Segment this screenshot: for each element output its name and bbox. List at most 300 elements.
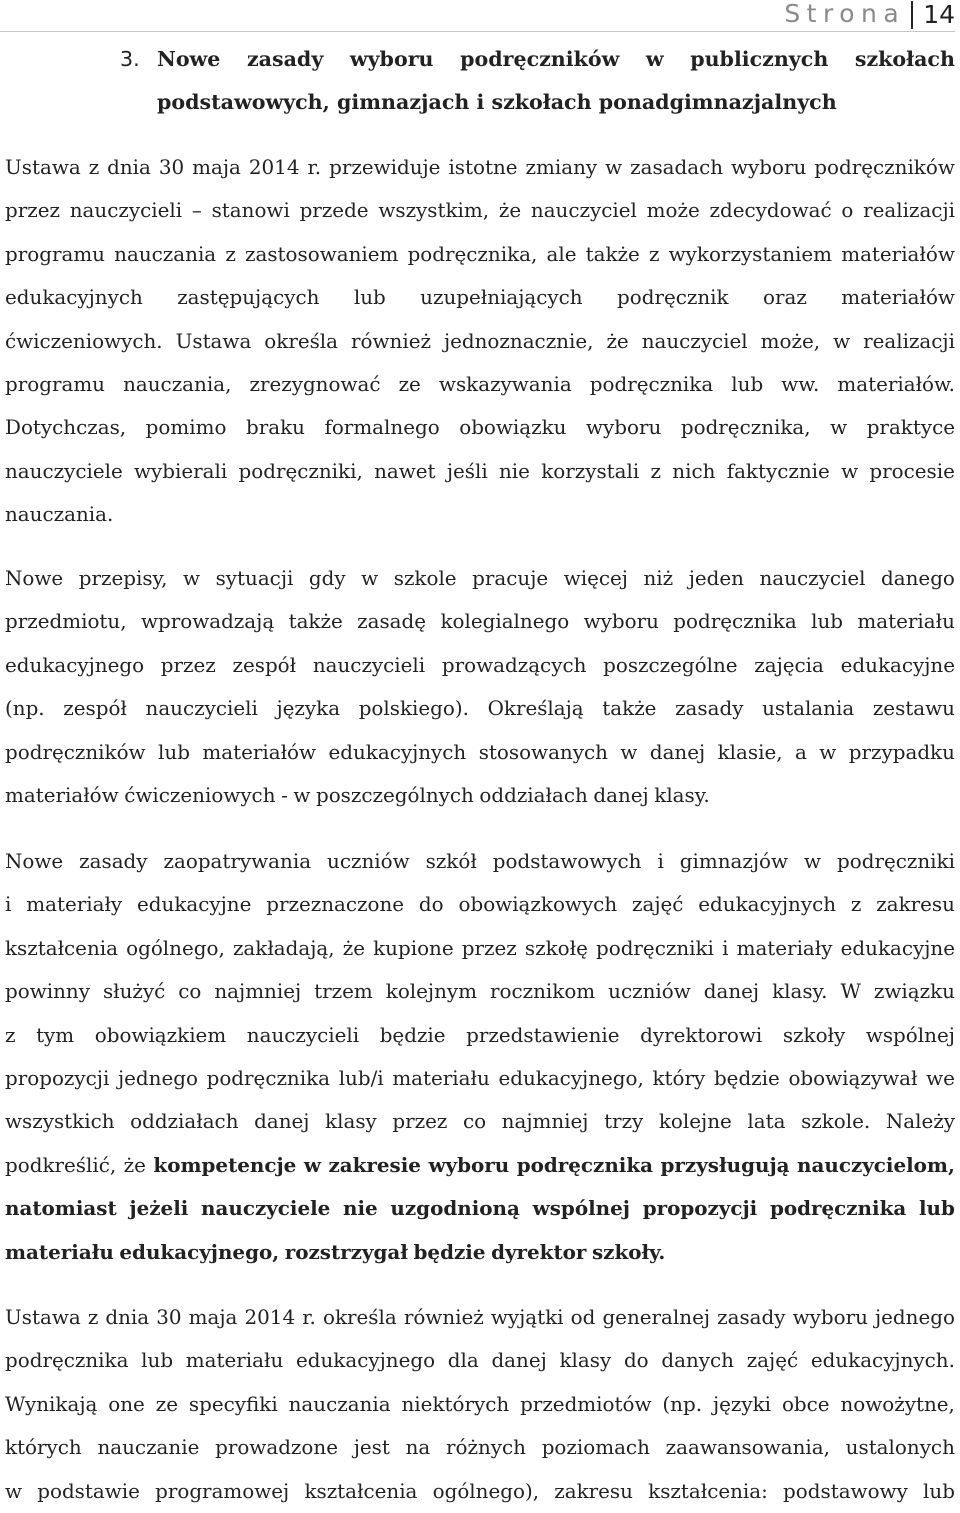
word: w [303,1152,321,1177]
word: przepisy, [78,567,168,590]
word: realizacji [863,199,955,223]
word: zasady [246,47,324,71]
word: materiałów [5,783,119,807]
word: ww. [781,372,820,396]
word: zajęć [746,1349,799,1373]
text-line [5,774,955,817]
word: ustalonych [845,1436,955,1460]
word: poszczególnych [315,783,474,807]
word: podręcznika [673,610,797,634]
word: podręczniki, [238,459,363,483]
word: nauczycieli [312,653,426,677]
word: nauczanie [97,1436,200,1460]
word: powinny [5,980,90,1004]
word: klasy. [654,783,710,807]
word: pracuje [472,567,549,590]
word: również [403,1306,484,1329]
word: uczniów [327,850,410,873]
word: podkreślić, [5,1153,117,1177]
word: że [342,936,365,960]
word: w [620,740,638,764]
page-number: 14 [911,1,955,29]
word: edukacyjnego, [119,1239,280,1264]
paragraph-1 [5,146,955,537]
text-line [5,687,955,730]
word: podręcznika [206,1066,331,1090]
word: do [623,1349,649,1373]
word: jeżeli [129,1196,189,1221]
word: zestawu [872,697,955,721]
word: kolejnym [385,980,478,1004]
word: Ustawa [5,1306,81,1329]
word: wykorzystaniem [668,242,833,266]
word: który [652,1066,706,1090]
word: ćwiczeniowych [124,783,276,807]
word: 30 [158,156,185,179]
word: ogólnego, [126,936,225,960]
word: szkoły. [591,1239,666,1264]
word: nauczycielom, [797,1152,955,1177]
word: w [830,416,848,440]
word: danych [661,1349,734,1373]
word: gdy [308,567,346,590]
word: niż [643,567,674,590]
word: wyboru [731,156,807,179]
word: stosowanych [478,740,608,764]
word: kolegialnego [440,610,570,634]
word: zasady [79,850,148,873]
word: jeden [688,567,744,590]
word: r. [307,156,322,179]
word: również [351,329,431,353]
word: co [462,1110,487,1134]
word: Nowe [157,47,221,71]
word: zajęcia [754,653,824,677]
word: podręcznika, [680,416,811,440]
word: podręczników [5,740,146,764]
word: – [191,199,202,223]
word: ze [398,372,421,396]
text-line [5,840,955,883]
word: lub [141,1349,174,1373]
word: będzie [713,1066,780,1090]
text-line [5,320,955,363]
text-line [5,1100,955,1143]
word: prowadzących [441,653,587,677]
word: lub/i [338,1066,384,1090]
word: wyboru [583,610,659,634]
word: podręcznika [589,372,714,396]
word: zasady [717,1306,786,1329]
word: szkole. [801,1110,871,1134]
word: korzystali [541,459,640,483]
word: lub [158,740,190,764]
word: przeznaczone [266,893,405,917]
word: edukacyjnego [295,1349,436,1373]
word: niektórych [401,1392,510,1416]
word: nie [498,459,530,483]
word: szkole [393,567,457,590]
word: maja [188,1306,238,1329]
word: w [804,850,822,873]
paragraph-4 [5,1296,955,1513]
word: ze [155,1392,178,1416]
word: przewiduje [329,156,441,179]
word: szkołach [854,47,955,71]
word: z [5,1023,16,1047]
word: klasie, [717,740,783,764]
word: obowiązku [459,416,567,440]
word: wszystkich [5,1110,115,1134]
word: lub [811,610,844,634]
word: zrezygnować [249,372,381,396]
word: określa [264,329,339,353]
word: lub [918,1196,955,1221]
heading-line-1 [5,38,955,81]
word: z [88,156,100,179]
word: jednego [874,1306,955,1329]
word: podręczników [814,156,955,179]
word: z [648,242,660,266]
text-line [5,233,955,276]
word: gimnazjów [679,850,789,873]
word: w [5,1479,23,1503]
word: wybierali [134,459,228,483]
word: jeśli [446,459,488,483]
text-line [5,1383,955,1426]
word: podręcznika [769,1196,907,1221]
word: podręcznika [516,1152,654,1177]
word: zespół [232,653,297,677]
word: zajęć [632,893,684,917]
word: nauczyciel [641,329,748,353]
word: nowożytne, [840,1392,955,1416]
word: programowej [155,1479,290,1503]
text-line [5,883,955,926]
word: nauczycieli [69,199,183,223]
word: 30 [156,1306,182,1329]
word: nie [343,1196,378,1221]
word: przypadku [848,740,955,764]
word: zakresie [328,1152,421,1177]
word: podstawowych [492,850,642,873]
word: obce [781,1392,830,1416]
word: różnych [445,1436,526,1460]
word: podręczniki [837,850,955,873]
word: podstawie [37,1479,140,1503]
word: na [405,1436,431,1460]
word: lub [923,1479,955,1503]
word: lata [747,1110,786,1134]
word: zasadach [630,156,724,179]
word: jednego [117,1066,198,1090]
word: języki [712,1392,772,1416]
word: co [178,980,202,1004]
word: przysługują [660,1152,790,1177]
word: zasady [675,697,744,721]
word: kompetencje [153,1152,297,1177]
word: i [5,893,12,917]
text-line [5,1187,955,1230]
text-line [5,450,955,493]
word: trzem [314,980,373,1004]
word: Należy [885,1110,955,1134]
word: materiały [736,936,833,960]
word: edukacyjne [137,893,252,917]
word: materiału [857,610,955,634]
word: związku [873,980,955,1004]
word: obowiązkiem [94,1023,227,1047]
word: kształcenia [304,1479,418,1503]
text-line [5,600,955,643]
word: wspólnej [865,1023,955,1047]
word: 2014 [248,156,300,179]
text-line [5,189,955,232]
word: zmiany [525,156,598,179]
text-line [5,493,955,536]
word: (np. [5,697,45,721]
word: szkoły [782,1023,846,1047]
page-label: Strona [784,0,906,28]
word: także [602,697,657,721]
word: wszystkim, [378,199,490,223]
word: 2014 [244,1306,296,1329]
word: realizacji [863,329,955,353]
word: nauczania [114,242,217,266]
word: materiałów [202,740,317,764]
word: podręcznik [617,286,729,310]
text-line [5,1339,955,1382]
word: (np. [662,1392,703,1416]
word: jest [353,1436,390,1460]
word: dyrektorowi [640,1023,763,1047]
word: klasy. [772,980,828,1004]
word: we [926,1066,955,1090]
word: do [418,893,444,917]
word: sytuacji [215,567,294,590]
text-line [5,731,955,774]
word: o [841,199,854,223]
word: może, [760,329,821,353]
word: danej [491,1349,547,1373]
word: one [108,1392,145,1416]
text-line [5,1014,955,1057]
word: Ustawa [5,156,81,179]
text-line [5,1470,955,1513]
word: propozycji [642,1196,758,1221]
word: z [850,893,862,917]
word: zakresu [554,1479,633,1503]
word: edukacyjnego [5,653,145,677]
word: klasy [559,1349,612,1373]
word: podręcznika, [407,242,538,266]
word: ale [546,242,577,266]
word: przez [461,936,517,960]
word: przedmiotu, [5,610,127,634]
word: edukacyjnego, [498,1066,644,1090]
word: poszczególne [603,653,738,677]
word: w [841,459,859,483]
word: polskiego). [358,697,469,721]
word: zdecydować [709,199,832,223]
text-line [5,970,955,1013]
section-heading [5,38,955,124]
word: wyboru [349,47,434,71]
word: nauczania. [5,503,114,527]
text-line [5,557,955,600]
word: faktycznie [726,459,830,483]
word: Nowe [5,567,64,590]
word: - [281,783,288,807]
section-number: 3. [120,47,140,71]
word: rozstrzygał [284,1239,408,1264]
word: także [585,242,640,266]
word: i [722,936,729,960]
text-line [5,644,955,687]
word: że [606,329,629,353]
word: wyboru [586,416,662,440]
word: kolejne [658,1110,732,1134]
word: tym [36,1023,75,1047]
word: że [123,1153,146,1177]
word: danej [649,740,706,764]
word: najmniej [214,980,302,1004]
word: kupione [373,936,454,960]
word: materiału [392,1066,490,1090]
word: więcej [563,567,628,590]
word: przez [160,653,216,677]
word: W [840,980,861,1004]
word: nauczyciele [201,1196,331,1221]
word: nawet [374,459,436,483]
word: przez [392,1110,448,1134]
word: Nowe [5,850,64,873]
word: obowiązywał [788,1066,918,1090]
word: Dotychczas, [5,416,127,440]
word: kształcenia: [648,1479,768,1503]
word: podręczników [460,47,620,71]
text-line [5,1057,955,1100]
word: poziomach [541,1436,650,1460]
word: natomiast [5,1196,117,1221]
word: edukacyjne [840,653,955,677]
word: Ustawa [175,329,252,353]
word: edukacyjnych [5,286,143,310]
word: ćwiczeniowych. [5,329,163,353]
word: edukacyjne [840,936,955,960]
word: uzupełniających [420,286,583,310]
text-line [5,1296,955,1339]
word: nauczycieli [246,1023,360,1047]
word: generalnej [602,1306,711,1329]
word: maja [192,156,241,179]
text-line [5,1231,955,1274]
word: od [570,1306,596,1329]
word: określa [322,1306,397,1329]
word: może [646,199,700,223]
word: zakładają, [232,936,335,960]
word: z [650,459,662,483]
word: przedstawienie [466,1023,620,1047]
page-header [784,0,955,29]
word: ogólnego), [432,1479,540,1503]
word: materiału [185,1349,284,1373]
word: zasadę [357,610,427,634]
text-line [5,363,955,406]
word: lub [731,372,764,396]
word: zespół [63,697,127,721]
word: nauczyciele [5,459,123,483]
word: uczniów [608,980,691,1004]
word: że [498,199,522,223]
word: kształcenia [5,936,118,960]
word: formalnego [324,416,440,440]
word: klasy [325,1110,377,1134]
word: zaopatrywania [163,850,312,873]
word: wspólnej [532,1196,630,1221]
word: lub [353,286,386,310]
word: z [225,242,236,266]
word: podręczniki [595,936,714,960]
paragraph-3 [5,840,955,1274]
word: obowiązkowych [458,893,618,917]
word: nich [672,459,716,483]
word: danego [881,567,955,590]
word: edukacyjnych [328,740,467,764]
word: z [87,1306,99,1329]
word: przedmiotów [520,1392,652,1416]
word: wskazywania [438,372,572,396]
word: Wynikają [5,1392,98,1416]
word: oddziałach [479,783,588,807]
word: wyboru [792,1306,868,1329]
word: których [5,1436,82,1460]
word: przez [5,199,60,223]
word: będzie [379,1023,446,1047]
word: materiałów. [837,372,955,396]
word: służyć [102,980,166,1004]
word: zakresu [876,893,955,917]
word: zaawansowania, [665,1436,830,1460]
word: podstawowy [783,1479,908,1503]
text-line [5,927,955,970]
word: dla [447,1349,479,1373]
word: oddziałach [130,1110,239,1134]
word: w [819,740,837,764]
word: w [645,47,664,71]
word: edukacyjnych [698,893,837,917]
word: danej [254,1110,310,1134]
word: w [361,567,379,590]
word: dnia [105,1306,150,1329]
word: nauczyciel [530,199,637,223]
word: przede [299,199,369,223]
word: edukacyjnych. [810,1349,955,1373]
word: nauczania, [123,372,232,396]
word: podręcznika [5,1349,129,1373]
word: braku [245,416,305,440]
text-line [5,1144,955,1187]
word: uzgodnioną [390,1196,520,1221]
word: stanowi [211,199,290,223]
word: języka [276,697,341,721]
word: istotne [448,156,518,179]
word: rocznikom [490,980,596,1004]
word: propozycji [5,1066,110,1090]
word: programu [5,242,105,266]
word: zastępujących [177,286,320,310]
word: wyjątki [490,1306,564,1329]
